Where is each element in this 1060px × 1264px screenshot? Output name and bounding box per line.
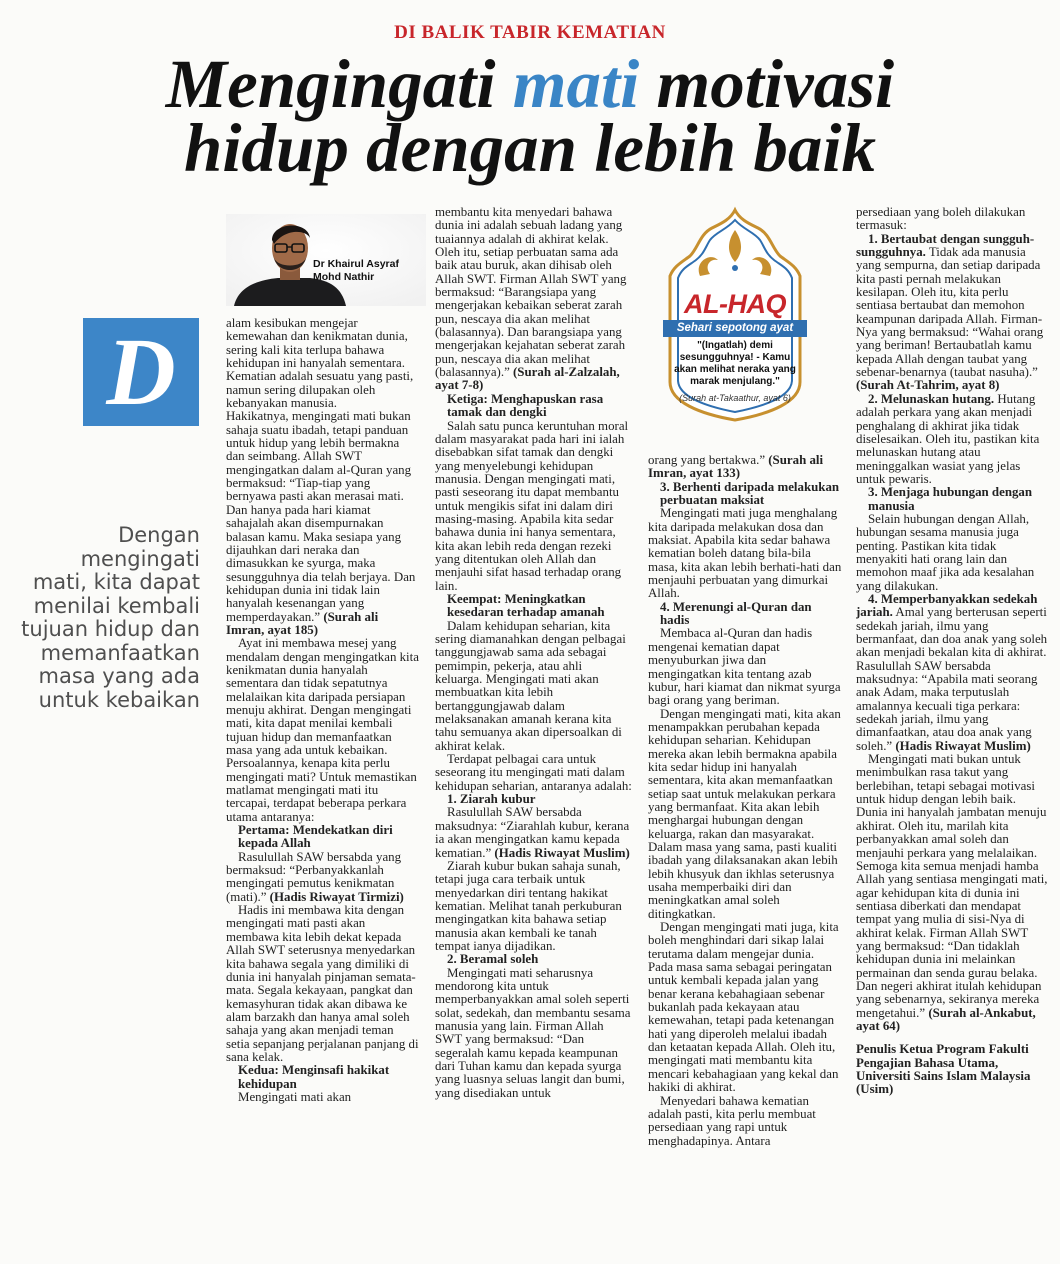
citation: (Surah ali Imran, ayat 185) (226, 609, 379, 637)
paragraph: Dengan mengingati mati juga, kita boleh menghindari dari sikap lalai terutama dalam mengejar dunia. Pada masa sama sebagai peringatan untuk kembali kepada jalan yang benar kerana kebahagiaan sebenar bukanlah pada kekayaan atau kemewahan, tetapi pada ketenangan hati yang diperoleh melalui ibadah dan ketaatan kepada Allah. Oleh itu, mengingati mati membantu kita mencari kebahagiaan yang kekal dan hakiki di akhirat. (648, 920, 839, 1095)
paragraph (435, 806, 632, 859)
section-kicker: DI BALIK TABIR KEMATIAN (394, 22, 666, 43)
paragraph: Mengingati mati akan (238, 1089, 352, 1104)
headline-part2: motivasi (639, 46, 895, 122)
badge-title: AL-HAQ (684, 289, 786, 319)
paragraph: Dengan mengingati mati, kita akan menampakkan perubahan kepada kehidupan seharian. Kehidupan mereka akan lebih bermakna apabila kita sedar hidup ini hanyalah sementara, kita akan memanfaatkan setiap saat untuk melakukan perkara yang bermanfaat. Kita akan lebih menghargai hubungan dengan keluarga, rakan dan masyarakat. Dalam masa yang sama, pasti kualiti ibadah yang dilaksanakan akan lebih lebih khusyuk dan ikhlas seterusnya usaha memperbaiki diri dan meningkatkan amal soleh ditingkatkan. (648, 706, 841, 921)
subheading: Kedua: Menginsafi hakikat kehidupan (238, 1063, 390, 1091)
paragraph-text: Hakikatnya, mengingati mati bukan sahaja suatu ibadah, tetapi panduan untuk hidup yang lebih bermakna dan seimbang. Allah SWT mengingatkan dalam al-Quran yang bermaksud: “Tiap-tiap yang bernyawa pasti akan merasai mati. Dan hanya pada hari kiamat sahajalah akan disempurnakan balasan kamu. Maka sesiapa yang dijauhkan dari neraka dan dimasukkan ke syurga, maka sesungguhnya dia telah berjaya. Dan kehidupan dunia ini tidak lain hanyalah kesenangan yang memperdayakan.” (226, 409, 416, 624)
paragraph (226, 410, 419, 637)
paragraph: Salah satu punca keruntuhan moral dalam masyarakat pada hari ini ialah disebabkan sifat tamak dan dengki yang menyelebungi kehidupan manusia. Dengan mengingati mati, pasti seseorang itu dapat membantu untuk mengikis sifat ini dalam diri masing-masing. Apabila kita sedar bahawa dunia ini hanya sementara, kita akan lebih reda dengan rezeki yang ditentukan oleh Allah dan menjauhi sifat hasad terhadap orang lain. (435, 418, 629, 593)
list-heading: 4. Memperbanyakkan sedekah jariah. (856, 591, 1038, 620)
subheading: 3. Menjaga hubungan dengan manusia (868, 485, 1033, 513)
paragraph: Persoalannya, kenapa kita perlu mengingati mati? Untuk memastikan matlamat mengingati mati itu tercapai, terdapat beberapa perkara utama antaranya: (226, 756, 417, 824)
paragraph (856, 393, 1050, 486)
paragraph-text: Tidak ada manusia yang sempurna, dan setiap daripada kita pasti pernah melakukan kesilapan. Oleh itu, kita perlu sentiasa bertaubat dan memohon keampunan daripada Allah. Firman-Nya yang bermaksud: “Wahai orang yang beriman! Bertaubatlah kamu kepada Allah dengan taubat yang sebenar-benarnya (taubat nasuha).” (856, 245, 1044, 380)
subheading: Keempat: Meningkatkan kesedaran terhadap amanah (447, 591, 605, 620)
paragraph-text: Amal yang berterusan seperti sedekah jariah, ilmu yang bermanfaat, dan doa anak yang soleh akan menjadi bekalan kita di akhirat. Rasulullah SAW bersabda maksudnya: “Apabila mati seorang anak Adam, maka terputuslah amalannya kecuali tiga perkara: sedekah jariah, ilmu yang dimanfaatkan, atau doa anak yang soleh.” (856, 605, 1048, 753)
headline-part1: Mengingati (165, 46, 513, 122)
subheading: 3. Berhenti daripada melakukan perbuatan maksiat (660, 479, 840, 508)
paragraph-text: Rasulullah SAW bersabda yang bermaksud: “Perbanyakkanlah mengingati pemutus kenikmatan (mati).” (226, 849, 402, 904)
subheading: Ketiga: Menghapuskan rasa tamak dan dengki (447, 391, 604, 420)
paragraph (648, 454, 842, 481)
paragraph (856, 753, 1050, 1033)
citation: (Surah ali Imran, ayat 133) (648, 454, 824, 481)
badge-reference: (Surah at-Takaathur, ayat 6) (679, 393, 791, 403)
paragraph: Dalam kehidupan seharian, kita sering diamanahkan dengan pelbagai tanggungjawab sama ada sebagai pemimpin, pekerja, atau ahli keluarga. Mengingati mati akan membuatkan kita lebih bertanggungjawab dalam melaksanakan amanah kerana kita tahu semuanya akan dipersoalkan di akhirat kelak. (435, 618, 626, 753)
citation: (Hadis Riwayat Muslim) (491, 845, 630, 860)
headline-line2: hidup dengan lebih baik (183, 110, 877, 186)
paragraph: Terdapat pelbagai cara untuk seseorang itu mengingati mati dalam kehidupan seharian, antaranya adalah: (435, 752, 632, 793)
paragraph: Selain hubungan dengan Allah, hubungan sesama manusia juga penting. Pastikan kita tidak menyakiti hati orang lain dan memohon maaf jika ada kesalahan yang dilakukan. (856, 511, 1035, 593)
list-heading: 2. Melunaskan hutang. (868, 391, 995, 406)
badge-verse (670, 340, 800, 388)
subheading: 2. Beramal soleh (447, 952, 539, 967)
paragraph-text: orang yang bertakwa.” (648, 454, 766, 467)
citation: (Hadis Riwayat Muslim) (892, 738, 1031, 753)
paragraph (856, 593, 1050, 753)
citation: (Hadis Riwayat Tirmizi) (266, 889, 404, 904)
paragraph: Membaca al-Quran dan hadis mengenai kematian dapat menyuburkan jiwa dan mengingatkan kita tentang azab kubur, hari kiamat dan nikmat syurga bagi orang yang beriman. (648, 626, 841, 708)
paragraph-text: membantu kita menyedari bahawa dunia ini adalah sebuah ladang yang tuaiannya adalah di akhirat kelak. Oleh itu, setiap perbuatan sama ada baik atau buruk, akan dihisab oleh Allah SWT. Firman Allah SWT yang bermaksud: “Barangsiapa yang mengerjakan kebaikan seberat zarah pun, nescaya dia akan melihat (balasannya). Dan barangsiapa yang mengerjakan kejahatan seberat zarah pun, nescaya dia akan melihat (balasannya).” (435, 206, 627, 380)
author-name-line1: Dr Khairul Asyraf (313, 258, 399, 270)
paragraph: Menyedari bahawa kematian adalah pasti, kita perlu membuat persediaan yang rapi untuk menghadapinya. Antara (648, 1093, 816, 1148)
author-footer (856, 1043, 1050, 1096)
badge-subtitle: Sehari sepotong ayat (663, 320, 807, 337)
paragraph: Hadis ini membawa kita dengan mengingati mati pasti akan membawa kita lebih dekat kepada Allah SWT seterusnya menyedarkan kita bahawa segala yang dimiliki di dunia ini hanyalah pinjaman semata-mata. Segala kekayaan, pangkat dan kemasyhuran tidak akan dibawa ke alam barzakh dan hanya amal soleh sahaja yang akan menjadi teman setia sepanjang perjalanan panjang di sana kelak. (226, 903, 419, 1064)
author-name-line2: Mohd Nathir (313, 271, 375, 283)
list-heading: 1. Bertaubat dengan sungguh-sungguhnya. (856, 231, 1035, 260)
paragraph-text: Hutang adalah perkara yang akan menjadi penghalang di akhirat jika tidak diselesaikan. Oleh itu, pastikan kita melunaskan hutang atau meninggalkan wasiat yang jelas untuk pewaris. (856, 391, 1040, 486)
citation: (Surah al-Ankabut, ayat 64) (856, 1005, 1036, 1033)
paragraph: alam kesibukan mengejar kemewahan dan kenikmatan dunia, sering kali kita terlupa bahawa kehidupan ini hanyalah sementara. Kematian adalah sesuatu yang pasti, namun sering dilupakan oleh kebanyakan manusia. (226, 317, 414, 411)
paragraph (226, 851, 419, 904)
article-column-4 (856, 206, 1050, 1236)
paragraph-text: Rasulullah SAW bersabda maksudnya: “Ziarahlah kubur, kerana ia akan mengingatkan kamu kepada kematian.” (435, 805, 630, 860)
article-column-3 (648, 454, 842, 1234)
citation: (Surah At-Tahrim, ayat 8) (856, 378, 1000, 393)
subheading: 1. Ziarah kubur (447, 792, 536, 807)
pull-quote: Dengan mengingati mati, kita dapat menilai kembali tujuan hidup dan memanfaatkan masa yang ada untuk kebaikan (21, 523, 200, 712)
paragraph: persediaan yang boleh dilakukan termasuk: (856, 206, 1026, 233)
badge-verse-text: "(Ingatlah) demi sesungguhnya! - Kamu akan melihat neraka yang marak menjulang." (674, 340, 796, 387)
paragraph (435, 206, 632, 393)
paragraph: Mengingati mati seharusnya mendorong kita untuk memperbanyakkan amal soleh seperti solat, sedekah, dan membantu sesama manusia yang lain. Firman Allah SWT yang bermaksud: “Dan segeralah kamu kepada keampunan dari Tuhan kamu dan kepada syurga yang luasnya seluas langit dan bumi, yang disediakan untuk (435, 965, 631, 1100)
article-column-2 (435, 206, 632, 1236)
headline-highlight: mati (512, 46, 640, 122)
al-haq-badge (660, 206, 810, 424)
author-byline (313, 258, 399, 284)
headline (40, 46, 1020, 186)
paragraph-text: Mengingati mati bukan untuk menimbulkan rasa takut yang berlebihan, tetapi sebagai motivasi untuk hidup dengan lebih baik. Dunia ini hanyalah jambatan menuju akhirat. Oleh itu, marilah kita perbanyakkan amal soleh dan menjauhi perkara yang melalaikan. Semoga kita semua menjadi hamba Allah yang sentiasa mengingati mati, agar kehidupan kita di dunia ini sentiasa diberkati dan mendapat tempat yang mulia di sisi-Nya di akhirat kelak. Firman Allah SWT yang bermaksud: “Dan tidaklah kehidupan dunia ini melainkan permainan dan senda gurau belaka. Dan negeri akhirat itulah kehidupan yang sebenarnya, sekiranya mereka mengetahui.” (856, 752, 1048, 1020)
subheading: Pertama: Mendekatkan diri kepada Allah (238, 823, 393, 851)
article-column-1 (226, 317, 419, 1239)
drop-cap: D (83, 318, 199, 426)
paragraph: Mengingati mati juga menghalang kita daripada melakukan dosa dan maksiat. Apabila kita sedar bahawa kematian boleh datang bila-bila masa, kita akan lebih berhati-hati dan menjauhi perbuatan yang dimurkai Allah. (648, 506, 842, 601)
subheading: 4. Merenungi al-Quran dan hadis (660, 599, 812, 628)
citation: (Surah al-Zalzalah, ayat 7-8) (435, 365, 620, 393)
paragraph: Ziarah kubur bukan sahaja sunah, tetapi juga cara terbaik untuk menyedarkan diri tentang hakikat kematian. Melihat tanah perkuburan mengingatkan kita bahawa setiap manusia akan kembali ke tanah tempat ianya dijadikan. (435, 858, 622, 953)
paragraph: Ayat ini membawa mesej yang mendalam dengan mengingatkan kita kenikmatan dunia hanyalah sementara dan tidak sepatutnya melalaikan kita daripada persiapan menuju akhirat. Dengan mengingati mati, kita dapat menilai kembali tujuan hidup dan memanfaatkan masa yang ada untuk kebaikan. (226, 636, 419, 757)
author-footer-text: Penulis Ketua Program Fakulti Pengajian Bahasa Utama, Universiti Sains Islam Malaysia (Usim) (856, 1042, 1031, 1097)
paragraph (856, 233, 1050, 393)
